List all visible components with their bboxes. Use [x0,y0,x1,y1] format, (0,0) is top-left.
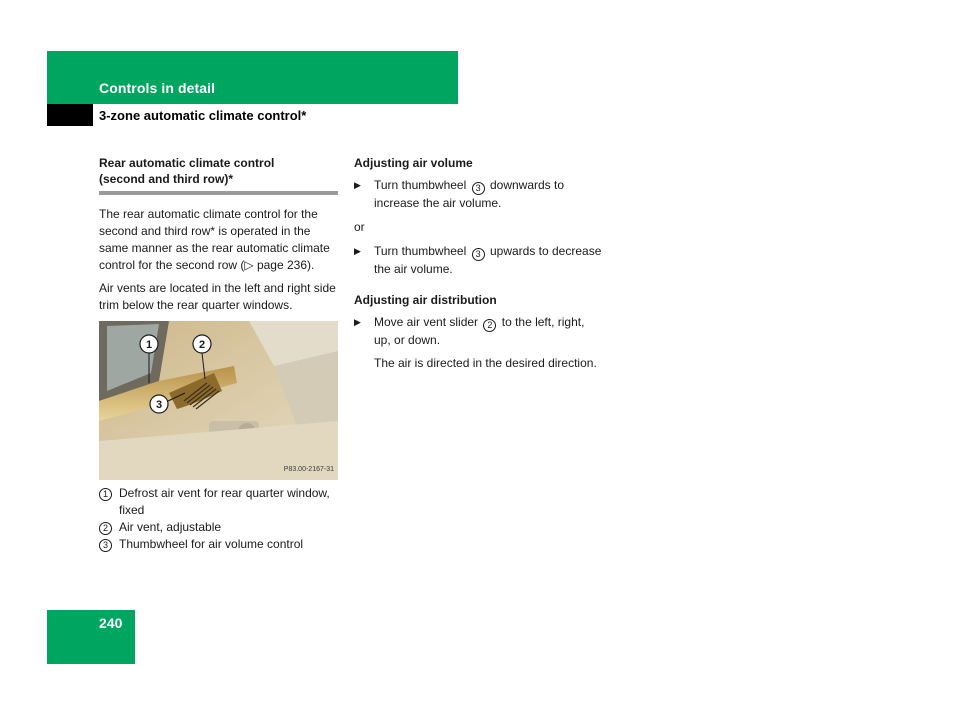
legend-text: Defrost air vent for rear quarter window, fixed [119,486,330,517]
number-circle-icon: 3 [472,182,485,195]
triangle-right-icon: ▶ [354,246,361,256]
legend-text: Air vent, adjustable [119,520,222,534]
number-circle-icon: 1 [99,488,112,501]
right-column [354,155,604,378]
step-text [374,177,604,212]
step-text-end: downwards to increase the air volume. [374,178,565,210]
vents-paragraph: Air vents are located in the left and right side trim below the rear quarter windows. [99,281,336,312]
subsection-title: 3-zone automatic climate control* [99,108,307,123]
triangle-right-icon: ▶ [354,180,361,190]
step-text [374,314,604,349]
instruction-step [354,243,604,278]
vent-photo [99,321,338,480]
vent-photo-illustration [99,321,338,480]
legend-item [99,519,339,536]
adjust-volume-heading: Adjusting air volume [354,156,473,170]
number-circle-icon: 2 [99,522,112,535]
photo-legend [99,485,339,553]
step-text-end: to the left, right, up, or down. [374,315,585,347]
or-separator: or [354,220,365,234]
step-text-start: Turn thumbwheel [374,244,467,258]
number-circle-icon: 3 [99,539,112,552]
step-text-end: upwards to decrease the air volume. [374,244,602,276]
step-text [374,243,604,278]
legend-item [99,485,339,519]
photo-reference-code: P83.00-2167-31 [283,466,334,473]
heading-line-1: Rear automatic climate control [99,156,275,170]
adjust-distribution-heading: Adjusting air distribution [354,293,497,307]
triangle-right-icon: ▶ [354,317,361,327]
step-result: The air is directed in the desired direction. [374,356,597,370]
legend-text: Thumbwheel for air volume control [119,537,304,551]
header-band [47,51,458,104]
heading-line-2: (second and third row)* [99,172,234,186]
number-circle-icon: 2 [483,319,496,332]
callout-3: 3 [155,399,163,411]
callout-2: 2 [198,339,206,351]
rear-climate-heading [99,155,339,187]
step-text-start: Turn thumbwheel [374,178,467,192]
section-marker [47,104,93,126]
left-column [99,155,339,553]
heading-rule [99,191,338,195]
number-circle-icon: 3 [472,248,485,261]
instruction-step [354,177,604,212]
section-title: Controls in detail [99,80,216,96]
page-number: 240 [99,615,123,631]
intro-paragraph: The rear automatic climate control for the second and third row* is operated in the same manner as the rear automatic climate control for the second row (▷ page 236). [99,207,330,272]
step-text-start: Move air vent slider [374,315,479,329]
callout-1: 1 [145,339,153,351]
legend-item [99,536,339,553]
instruction-step [354,314,604,349]
